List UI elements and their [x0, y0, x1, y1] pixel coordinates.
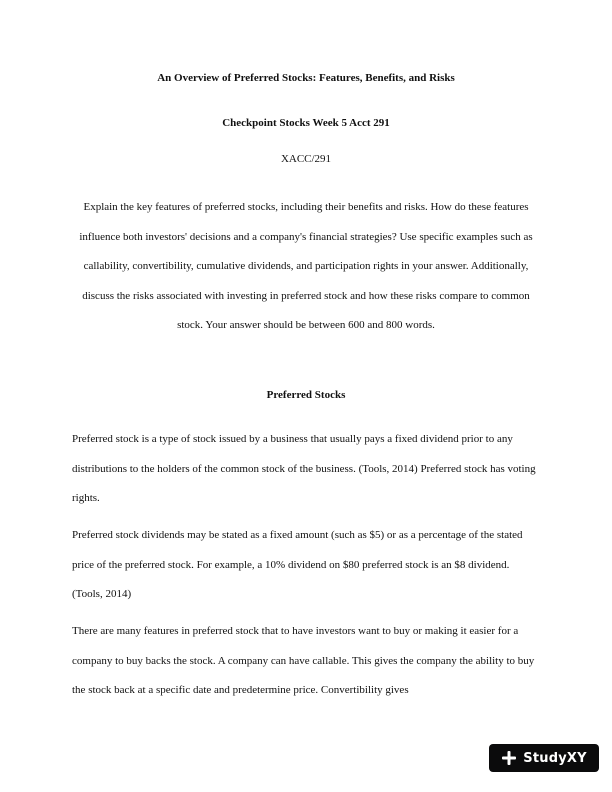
watermark-brand: StudyXY [523, 750, 587, 766]
document-title: An Overview of Preferred Stocks: Features, Benefits, and Risks [157, 72, 455, 84]
section-heading: Preferred Stocks [266, 389, 346, 401]
assignment-prompt: Explain the key features of preferred stocks, including their benefits and risks. How do these features influence both investors' decisions and a company's financial strategies? Use specific examples such as callability, convertibility, cumulative dividends, and participation rights in your answer. Additionally, discuss the risks associated with investing in preferred stock and how these risks compare to common stock. Your answer should be between 600 and 800 words. [79, 201, 533, 331]
course-code: XACC/291 [280, 153, 332, 165]
body-paragraph: Preferred stock is a type of stock issued by a business that usually pays a fixed dividend prior to any distributions to the holders of the common stock of the business. (Tools, 2014) Preferred stock has voting rights. [72, 433, 536, 504]
plus-logo-icon [501, 750, 517, 766]
body-paragraph: Preferred stock dividends may be stated as a fixed amount (such as $5) or as a percentage of the stated price of the preferred stock. For example, a 10% dividend on $80 preferred stock is an $8 dividend. (Tools, 2014) [72, 529, 523, 600]
studyxy-watermark[interactable] [489, 744, 599, 772]
body-paragraph: There are many features in preferred stock that to have investors want to buy or making it easier for a company to buy backs the stock. A company can have callable. This gives the company the ability to buy the stock back at a specific date and predetermine price. Convertibility gives [72, 625, 535, 696]
document-subtitle: Checkpoint Stocks Week 5 Acct 291 [222, 117, 390, 129]
